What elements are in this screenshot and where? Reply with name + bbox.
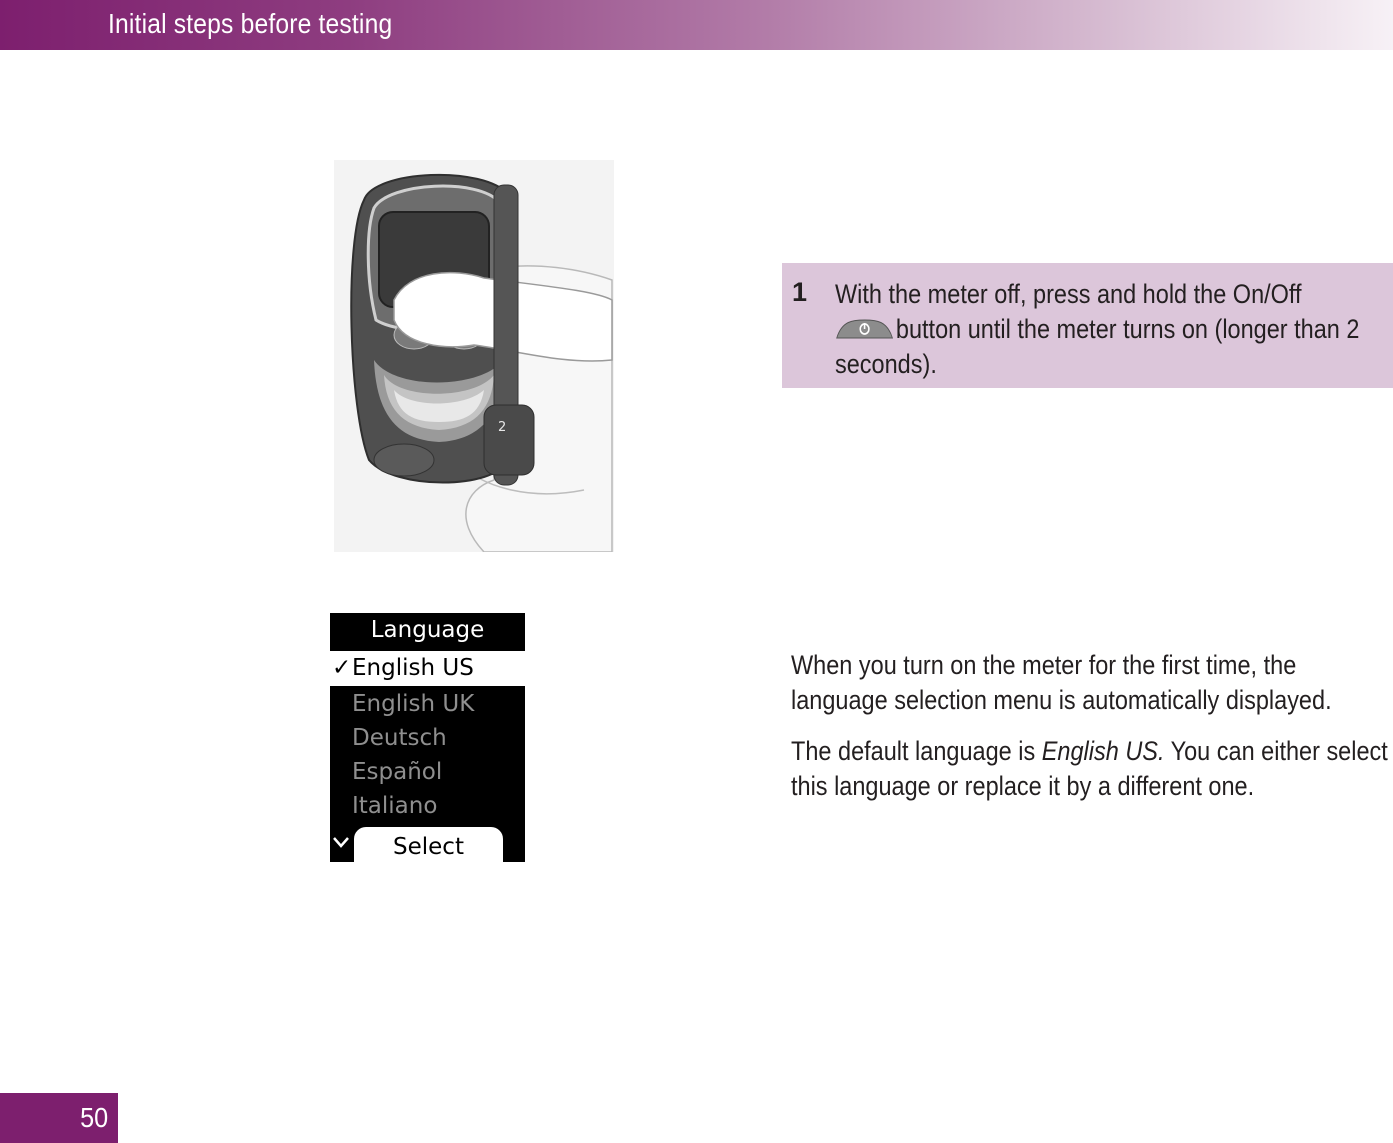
language-option[interactable]: English UK [352,691,475,717]
language-screen [330,613,525,862]
step-text-part2: button until the meter turns on (longer than 2 seconds). [835,314,1360,379]
paragraph-default-text: The default language is [791,736,1042,766]
paragraph-intro: When you turn on the meter for the first time, the language selection menu is automatically displayed. [791,650,1332,715]
select-button[interactable]: Select [354,827,503,862]
page-number-box [0,1093,118,1143]
paragraph-default-language [791,734,1391,804]
language-option[interactable]: Deutsch [352,725,447,751]
selected-language-label: English US [352,655,474,681]
step-number: 1 [792,277,808,307]
lancet-depth-label: 2 [498,420,507,435]
default-language-emphasis: English US. [1041,736,1165,766]
language-screen-title: Language [370,617,485,643]
page-number: 50 [79,1102,108,1133]
section-title: Initial steps before testing [108,8,393,39]
chevron-down-icon [332,835,350,849]
header-bar [0,0,1393,50]
paragraph-default-text-end: You can either select this language or replace it by a different one. [791,736,1388,801]
selected-language-row[interactable] [330,651,525,686]
check-icon: ✓ [332,655,352,681]
step-box [782,263,1393,388]
step-text-part1: With the meter off, press and hold the On/Off [835,279,1302,309]
meter-hand-drawing [334,160,614,552]
language-option[interactable]: Español [352,759,443,785]
meter-illustration [334,160,614,552]
language-option[interactable]: Italiano [352,793,438,819]
step-text [835,277,1392,382]
power-button-icon [835,318,894,340]
